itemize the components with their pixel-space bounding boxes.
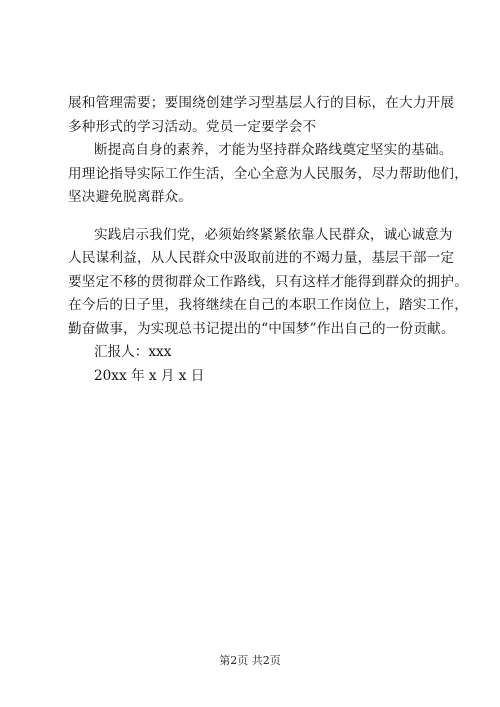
text-line: 实践启示我们党，必须始终紧紧依靠人民群众，诚心诚意为 <box>94 226 453 243</box>
text-line: 用理论指导实际工作生活，全心全意为人民服务，尽力帮助他们， <box>68 165 469 182</box>
text-line: 在今后的日子里，我将继续在自己的本职工作岗位上，踏实工作， <box>68 297 469 313</box>
page-footer: 第2页 共2页 <box>219 654 281 667</box>
text-line: 要坚定不移的贯彻群众工作路线，只有这样才能得到群众的拥护。 <box>68 273 469 290</box>
text-line: 坚决避免脱离群众。 <box>68 189 193 205</box>
text-line: 勤奋做事，为实现总书记提出的“中国梦”作出自己的一份贡献。 <box>68 320 455 337</box>
document-body <box>68 92 469 388</box>
text-line: 断提高自身的素养，才能为坚持群众路线奠定坚实的基础。 <box>94 142 453 158</box>
paragraph-1 <box>68 92 455 139</box>
paragraph-2 <box>68 139 469 210</box>
text-line: 人民谋利益，从人民群众中汲取前进的不竭力量，基层干部一定 <box>68 250 455 266</box>
reporter-signature: 汇报人：xxx <box>94 344 172 360</box>
paragraph-3 <box>68 224 469 342</box>
text-line: 展和管理需要；要围绕创建学习型基层人行的目标，在大力开展 <box>68 95 455 111</box>
paragraph-gap <box>68 210 448 224</box>
report-date: 20xx 年 x 月 x 日 <box>94 367 205 384</box>
text-line: 多种形式的学习活动。党员一定要学会不 <box>68 118 317 135</box>
